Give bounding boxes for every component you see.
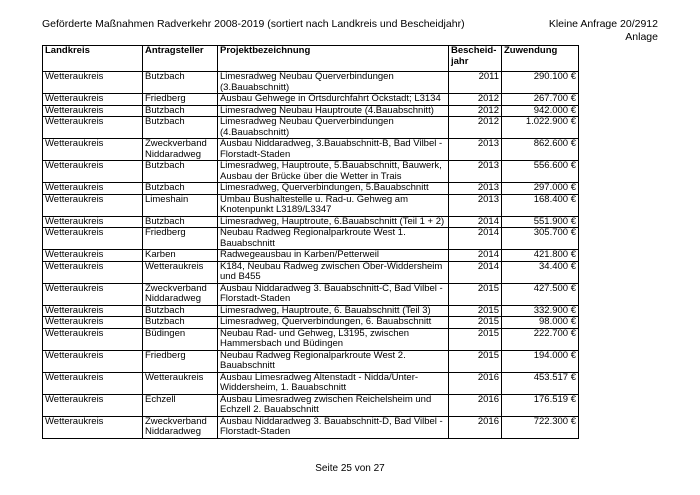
- cell-jahr: 2014: [449, 216, 502, 228]
- cell-landkreis: Wetteraukreis: [43, 350, 143, 372]
- cell-antragsteller: Zweckverband Niddaradweg: [143, 283, 218, 305]
- cell-landkreis: Wetteraukreis: [43, 261, 143, 283]
- cell-projekt: Ausbau Gehwege in Ortsdurchfahrt Ockstadt; L3134: [218, 94, 449, 106]
- cell-jahr: 2015: [449, 305, 502, 317]
- cell-zuwendung: 194.000 €: [502, 350, 579, 372]
- table-row: [43, 216, 579, 228]
- cell-jahr: 2016: [449, 416, 502, 438]
- table-row: [43, 194, 579, 216]
- cell-jahr: 2015: [449, 283, 502, 305]
- cell-jahr: 2013: [449, 139, 502, 161]
- cell-antragsteller: Butzbach: [143, 117, 218, 139]
- cell-antragsteller: Butzbach: [143, 105, 218, 117]
- table-row: [43, 161, 579, 183]
- table-header-row: [43, 46, 579, 72]
- cell-projekt: K184, Neubau Radweg zwischen Ober-Widdersheim und B455: [218, 261, 449, 283]
- cell-zuwendung: 98.000 €: [502, 317, 579, 329]
- table-row: [43, 317, 579, 329]
- cell-zuwendung: 862.600 €: [502, 139, 579, 161]
- cell-antragsteller: Friedberg: [143, 350, 218, 372]
- cell-jahr: 2014: [449, 250, 502, 262]
- cell-antragsteller: Butzbach: [143, 161, 218, 183]
- cell-zuwendung: 421.800 €: [502, 250, 579, 262]
- cell-zuwendung: 332.900 €: [502, 305, 579, 317]
- cell-antragsteller: Echzell: [143, 394, 218, 416]
- cell-jahr: 2016: [449, 394, 502, 416]
- cell-zuwendung: 427.500 €: [502, 283, 579, 305]
- cell-landkreis: Wetteraukreis: [43, 394, 143, 416]
- cell-jahr: 2014: [449, 228, 502, 250]
- table-row: [43, 105, 579, 117]
- cell-projekt: Limesradweg Neubau Hauptroute (4.Bauabschnitt): [218, 105, 449, 117]
- table-row: [43, 183, 579, 195]
- cell-projekt: Neubau Rad- und Gehweg, L3195, zwischen Hammersbach und Büdingen: [218, 328, 449, 350]
- reference-line-1: Kleine Anfrage 20/2912: [548, 18, 658, 30]
- cell-jahr: 2013: [449, 183, 502, 195]
- cell-jahr: 2014: [449, 261, 502, 283]
- table-row: [43, 350, 579, 372]
- cell-antragsteller: Wetteraukreis: [143, 372, 218, 394]
- table-row: [43, 261, 579, 283]
- cell-zuwendung: 942.000 €: [502, 105, 579, 117]
- table-row: [43, 94, 579, 106]
- cell-landkreis: Wetteraukreis: [43, 416, 143, 438]
- cell-projekt: Radwegeausbau in Karben/Petterweil: [218, 250, 449, 262]
- cell-zuwendung: 1.022.900 €: [502, 117, 579, 139]
- cell-landkreis: Wetteraukreis: [43, 328, 143, 350]
- column-header-landkreis: Landkreis: [43, 46, 143, 72]
- table-row: [43, 394, 579, 416]
- cell-landkreis: Wetteraukreis: [43, 183, 143, 195]
- cell-landkreis: Wetteraukreis: [43, 228, 143, 250]
- cell-jahr: 2016: [449, 372, 502, 394]
- cell-antragsteller: Büdingen: [143, 328, 218, 350]
- cell-antragsteller: Butzbach: [143, 216, 218, 228]
- cell-jahr: 2015: [449, 350, 502, 372]
- cell-landkreis: Wetteraukreis: [43, 372, 143, 394]
- cell-projekt: Neubau Radweg Regionalparkroute West 1. Bauabschnitt: [218, 228, 449, 250]
- cell-antragsteller: Friedberg: [143, 228, 218, 250]
- cell-antragsteller: Zweckverband Niddaradweg: [143, 139, 218, 161]
- cell-zuwendung: 168.400 €: [502, 194, 579, 216]
- cell-projekt: Ausbau Niddaradweg 3. Bauabschnitt-D, Bad Vilbel - Florstadt-Staden: [218, 416, 449, 438]
- cell-zuwendung: 176.519 €: [502, 394, 579, 416]
- cell-jahr: 2013: [449, 161, 502, 183]
- cell-projekt: Limesradweg, Querverbindungen, 5.Bauabschnitt: [218, 183, 449, 195]
- cell-landkreis: Wetteraukreis: [43, 317, 143, 329]
- table-row: [43, 250, 579, 262]
- cell-landkreis: Wetteraukreis: [43, 94, 143, 106]
- funding-table: [42, 45, 579, 439]
- cell-projekt: Ausbau Niddaradweg, 3.Bauabschnitt-B, Bad Vilbel - Florstadt-Staden: [218, 139, 449, 161]
- cell-jahr: 2015: [449, 328, 502, 350]
- cell-antragsteller: Zweckverband Niddaradweg: [143, 416, 218, 438]
- table-row: [43, 72, 579, 94]
- column-header-projekt: Projektbezeichnung: [218, 46, 449, 72]
- cell-zuwendung: 222.700 €: [502, 328, 579, 350]
- cell-jahr: 2012: [449, 117, 502, 139]
- cell-landkreis: Wetteraukreis: [43, 250, 143, 262]
- cell-zuwendung: 34.400 €: [502, 261, 579, 283]
- cell-jahr: 2011: [449, 72, 502, 94]
- column-header-antragsteller: Antragsteller: [143, 46, 218, 72]
- page-number: Seite 25 von 27: [315, 463, 385, 474]
- cell-zuwendung: 722.300 €: [502, 416, 579, 438]
- cell-antragsteller: Friedberg: [143, 94, 218, 106]
- column-header-zuwendung: Zuwendung: [502, 46, 579, 72]
- cell-projekt: Limesradweg Neubau Querverbindungen (3.Bauabschnitt): [218, 72, 449, 94]
- cell-zuwendung: 305.700 €: [502, 228, 579, 250]
- cell-projekt: Limesradweg, Hauptroute, 6. Bauabschnitt (Teil 3): [218, 305, 449, 317]
- cell-antragsteller: Butzbach: [143, 305, 218, 317]
- cell-zuwendung: 267.700 €: [502, 94, 579, 106]
- column-header-jahr: Bescheid- jahr: [449, 46, 502, 72]
- cell-projekt: Ausbau Niddaradweg 3. Bauabschnitt-C, Bad Vilbel - Florstadt-Staden: [218, 283, 449, 305]
- cell-projekt: Neubau Radweg Regionalparkroute West 2. Bauabschnitt: [218, 350, 449, 372]
- cell-projekt: Umbau Bushaltestelle u. Rad-u. Gehweg am Knotenpunkt L3189/L3347: [218, 194, 449, 216]
- table-row: [43, 328, 579, 350]
- cell-projekt: Limesradweg, Hauptroute, 6.Bauabschnitt (Teil 1 + 2): [218, 216, 449, 228]
- cell-jahr: 2013: [449, 194, 502, 216]
- cell-antragsteller: Butzbach: [143, 183, 218, 195]
- cell-zuwendung: 453.517 €: [502, 372, 579, 394]
- cell-zuwendung: 297.000 €: [502, 183, 579, 195]
- cell-jahr: 2012: [449, 94, 502, 106]
- table-row: [43, 283, 579, 305]
- cell-zuwendung: 290.100 €: [502, 72, 579, 94]
- cell-projekt: Limesradweg, Hauptroute, 5.Bauabschnitt, Bauwerk, Ausbau der Brücke über die Wetter in Trais: [218, 161, 449, 183]
- table-row: [43, 117, 579, 139]
- reference-block: [549, 18, 658, 43]
- page-title: Geförderte Maßnahmen Radverkehr 2008-2019 (sortiert nach Landkreis und Bescheidjahr): [42, 18, 465, 30]
- cell-antragsteller: Butzbach: [143, 317, 218, 329]
- cell-landkreis: Wetteraukreis: [43, 283, 143, 305]
- reference-line-2: Anlage: [625, 30, 658, 43]
- cell-zuwendung: 556.600 €: [502, 161, 579, 183]
- table-row: [43, 139, 579, 161]
- cell-antragsteller: Limeshain: [143, 194, 218, 216]
- cell-projekt: Limesradweg, Querverbindungen, 6. Bauabschnitt: [218, 317, 449, 329]
- cell-antragsteller: Butzbach: [143, 72, 218, 94]
- table-row: [43, 416, 579, 438]
- cell-landkreis: Wetteraukreis: [43, 194, 143, 216]
- cell-landkreis: Wetteraukreis: [43, 305, 143, 317]
- cell-landkreis: Wetteraukreis: [43, 139, 143, 161]
- cell-landkreis: Wetteraukreis: [43, 117, 143, 139]
- cell-landkreis: Wetteraukreis: [43, 216, 143, 228]
- table-row: [43, 372, 579, 394]
- cell-jahr: 2012: [449, 105, 502, 117]
- cell-zuwendung: 551.900 €: [502, 216, 579, 228]
- table-row: [43, 305, 579, 317]
- cell-landkreis: Wetteraukreis: [43, 161, 143, 183]
- cell-antragsteller: Karben: [143, 250, 218, 262]
- cell-projekt: Limesradweg Neubau Querverbindungen (4.Bauabschnitt): [218, 117, 449, 139]
- cell-projekt: Ausbau Limesradweg zwischen Reichelsheim und Echzell 2. Bauabschnitt: [218, 394, 449, 416]
- cell-landkreis: Wetteraukreis: [43, 72, 143, 94]
- cell-antragsteller: Wetteraukreis: [143, 261, 218, 283]
- cell-landkreis: Wetteraukreis: [43, 105, 143, 117]
- cell-jahr: 2015: [449, 317, 502, 329]
- table-row: [43, 228, 579, 250]
- cell-projekt: Ausbau Limesradweg Altenstadt - Nidda/Unter- Widdersheim, 1. Bauabschnitt: [218, 372, 449, 394]
